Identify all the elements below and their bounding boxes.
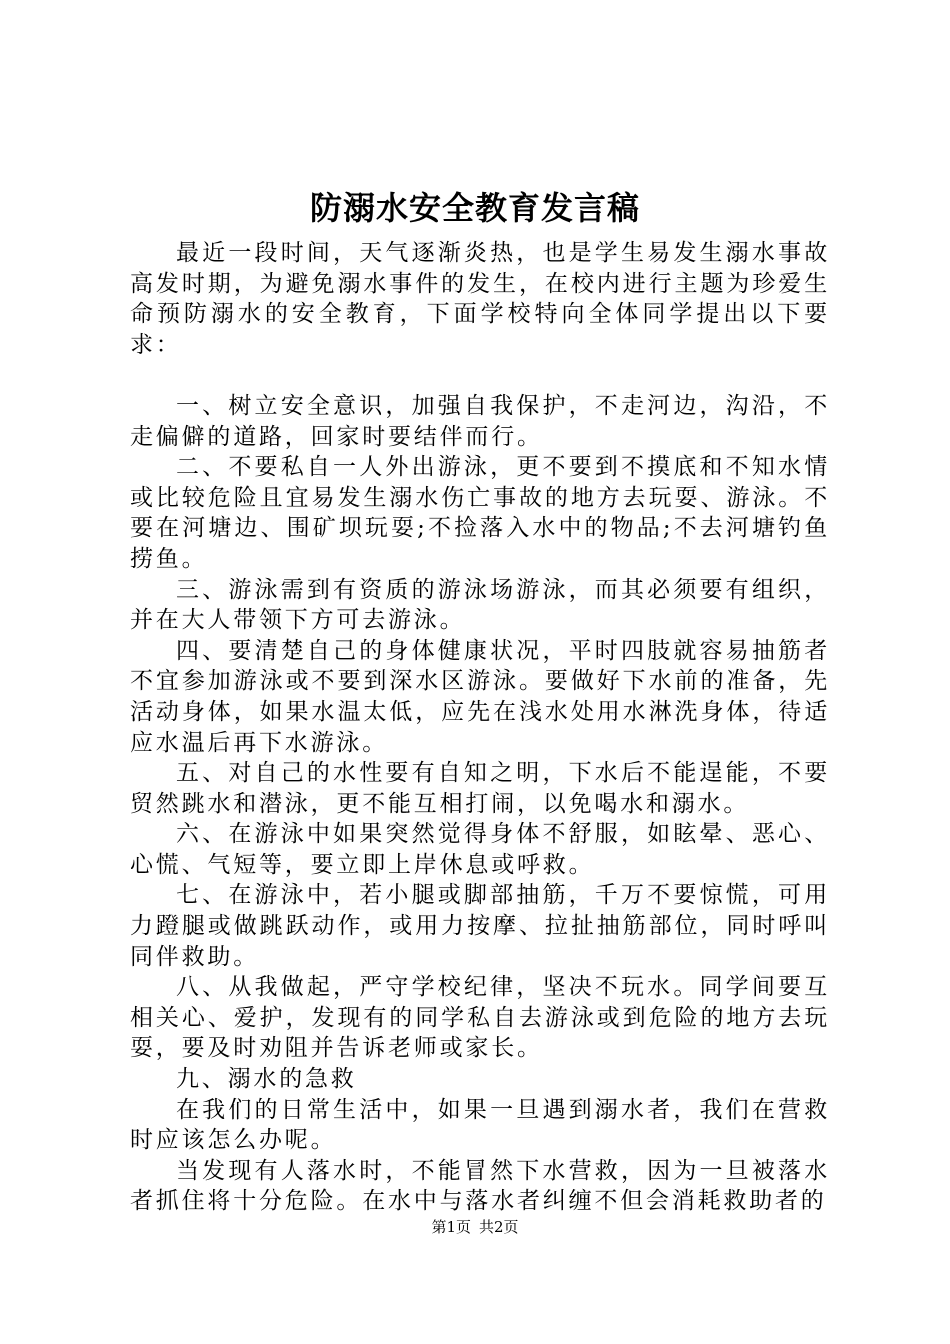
- intro-paragraph: 最近一段时间，天气逐渐炎热，也是学生易发生溺水事故高发时期，为避免溺水事件的发生，在校内进行主题为珍爱生命预防溺水的安全教育，下面学校特向全体同学提出以下要求：: [130, 240, 830, 358]
- page-number: 第1页: [431, 1218, 471, 1236]
- paragraph-2: 二、不要私自一人外出游泳，更不要到不摸底和不知水情或比较危险且宜易发生溺水伤亡事故的地方去玩耍、游泳。不要在河塘边、围矿坝玩耍;不捡落入水中的物品;不去河塘钓鱼捞鱼。: [130, 454, 830, 572]
- document-body: [130, 238, 830, 1217]
- paragraph-4: 四、要清楚自己的身体健康状况，平时四肢就容易抽筋者不宜参加游泳或不要到深水区游泳。要做好下水前的准备，先活动身体，如果水温太低，应先在浅水处用水淋洗身体，待适应水温后再下水游泳。: [130, 637, 830, 756]
- paragraph-3: 三、游泳需到有资质的游泳场游泳，而其必须要有组织，并在大人带领下方可去游泳。: [130, 576, 830, 634]
- paragraph-5: 五、对自己的水性要有自知之明，下水后不能逞能，不要贸然跳水和潜泳，更不能互相打闹，以免喝水和溺水。: [130, 760, 830, 817]
- paragraph-1: 一、树立安全意识，加强自我保护，不走河边，沟沿，不走偏僻的道路，回家时要结伴而行。: [130, 392, 830, 450]
- paragraph-spacer: [130, 360, 830, 391]
- paragraph-7: 七、在游泳中，若小腿或脚部抽筋，千万不要惊慌，可用力蹬腿或做跳跃动作，或用力按摩、拉扯抽筋部位，同时呼叫同伴救助。: [130, 882, 830, 970]
- page-total: 共2页: [479, 1218, 519, 1236]
- paragraph-6: 六、在游泳中如果突然觉得身体不舒服，如眩晕、恶心、心慌、气短等，要立即上岸休息或呼救。: [130, 821, 830, 878]
- section-heading-rescue: 九、溺水的急救: [176, 1066, 357, 1093]
- paragraph-10: 在我们的日常生活中，如果一旦遇到溺水者，我们在营救时应该怎么办呢。: [130, 1096, 830, 1154]
- page-footer: [0, 1216, 950, 1238]
- document-title: 防溺水安全教育发言稿: [309, 189, 640, 227]
- paragraph-11: 当发现有人落水时，不能冒然下水营救，因为一旦被落水者抓住将十分危险。在水中与落水者纠缠不但会消耗救助者的: [130, 1157, 830, 1215]
- paragraph-8: 八、从我做起，严守学校纪律，坚决不玩水。同学间要互相关心、爱护，发现有的同学私自去游泳或到危险的地方去玩耍，要及时劝阻并告诉老师或家长。: [130, 974, 830, 1062]
